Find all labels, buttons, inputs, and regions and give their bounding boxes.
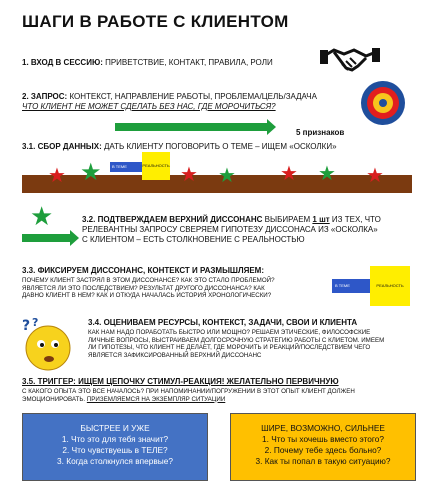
mini-reality-label: РЕАЛЬНОСТЬ <box>142 152 170 180</box>
target-icon <box>360 80 406 126</box>
five-signs-label: 5 признаков <box>296 128 345 137</box>
step-3-2-text1: ВЫБИРАЕМ <box>262 215 313 224</box>
svg-text:?: ? <box>22 318 31 334</box>
green-star-icon: ★ <box>218 165 236 187</box>
step-3-4-line: ЛИ ГИПОТЕЗЫ, ЧТО КЛИЕНТ НЕ ДЕЛАЕТ, ГДЕ МОРОЧИТЬ И РЕАКЦИЙ/ПОСЛЕДСТВИЕМ ЧЕГО <box>88 344 371 352</box>
wide-box-title: ШИРЕ, ВОЗМОЖНО, СИЛЬНЕЕ <box>261 423 385 433</box>
thinking-emoji-icon <box>18 316 74 372</box>
page-title: ШАГИ В РАБОТЕ С КЛИЕНТОМ <box>22 12 289 31</box>
step-3-3 <box>22 266 322 300</box>
step-3-1-head: 3.1. СБОР ДАННЫХ: <box>22 142 102 151</box>
red-star-icon: ★ <box>180 164 198 186</box>
fast-box-item: 3. Когда столкнулся впервые? <box>57 456 173 466</box>
step-3-5-line2a: ЭМОЦИОНИРОВАТЬ. <box>22 395 87 403</box>
wide-questions-box <box>230 413 416 481</box>
step-3-2 <box>82 215 422 245</box>
step-3-2-one: 1 шт <box>312 215 330 224</box>
step-3-1-text: ДАТЬ КЛИЕНТУ ПОГОВОРИТЬ О ТЕМЕ – ИЩЕМ «ОСКОЛКИ» <box>101 142 337 151</box>
step-1 <box>22 58 322 68</box>
green-star-icon: ★ <box>80 159 102 186</box>
dissonance-mini-diagram <box>110 152 170 182</box>
mini-reality-label: РЕАЛЬНОСТЬ <box>370 266 410 306</box>
step-2-text: КОНТЕКСТ, НАПРАВЛЕНИЕ РАБОТЫ, ПРОБЛЕМА/ЦЕЛЬ/ЗАДАЧА <box>67 92 317 101</box>
step-3-3-line: ЯВЛЯЕТСЯ ЛИ ЭТО ПОСЛЕДСТВИЕМ? РЕЗУЛЬТАТ ДРУГОГО ДИССОНАНСА? КАК <box>22 284 265 292</box>
red-star-icon: ★ <box>48 165 66 187</box>
step-3-3-line: ДАВНО КЛИЕНТ В НЕМ? КАК И ОТКУДА НАЧАЛАСЬ ИСТОРИЯ ХРОНОЛОГИЧЕСКИ? <box>22 292 272 300</box>
step-3-5-line1: С КАКОГО ОПЫТА ЭТО ВСЕ НАЧАЛОСЬ? ПРИ НАПОМИНАНИИ/ПОГРУЖЕНИИ В ЭТОТ ОПЫТ КЛИЕНТ ДОЛЖЕН <box>22 388 355 395</box>
green-star-icon: ★ <box>318 163 336 185</box>
wide-box-item: 3. Как ты попал в такую ситуацию? <box>255 456 391 466</box>
wide-box-item: 2. Почему тебе здесь больно? <box>264 445 382 455</box>
step-3-5-line2b: ПРИЗЕМЛЯЕМСЯ НА ЭКЗЕМПЛЯР СИТУАЦИИ <box>86 395 226 403</box>
step-3-3-line: ПОЧЕМУ КЛИЕНТ ЗАСТРЯЛ В ЭТОМ ДИССОНАНСЕ? КАК ЭТО СТАЛО ПРОБЛЕМОЙ? <box>22 277 275 284</box>
step-3-4-head: 3.4. ОЦЕНИВАЕМ РЕСУРСЫ, КОНТЕКСТ, ЗАДАЧИ, СВОИ И КЛИЕНТА <box>88 318 358 327</box>
arrow-1 <box>115 123 267 131</box>
step-3-2-head: 3.2. ПОДТВЕРЖДАЕМ ВЕРХНИЙ ДИССОНАНС <box>82 215 263 224</box>
fast-box-title: БЫСТРЕЕ И УЖЕ <box>80 423 150 433</box>
step-3-1 <box>22 142 402 152</box>
svg-text:?: ? <box>32 316 39 329</box>
step-2-head: 2. ЗАПРОС: <box>22 92 68 101</box>
mini-topic-label: В ТЕМЕ <box>110 162 148 172</box>
step-2 <box>22 92 342 112</box>
handshake-icon <box>320 40 380 80</box>
dissonance-mini-diagram <box>332 266 412 308</box>
step-3-4-line: ЛИЧНЫЕ ВОПРОСЫ, ВЫСТРАИВАЕМ ДОЛГОСРОЧНУЮ СТРАТЕГИЮ РАБОТЫ С КЛИЕТОМ. ИМЕЕМ <box>88 336 385 344</box>
step-1-text: ПРИВЕТСТВИЕ, КОНТАКТ, ПРАВИЛА, РОЛИ <box>102 58 273 67</box>
step-3-2-line3: С КЛИЕНТОМ – ЕСТЬ СТОЛКНОВЕНИЕ С РЕАЛЬНОСТЬЮ <box>82 235 305 244</box>
arrow-2 <box>22 234 70 242</box>
red-star-icon: ★ <box>366 165 384 187</box>
fast-box-item: 1. Что это для тебя значит? <box>61 434 169 444</box>
step-3-4-line: КАК НАМ НАДО ПОРАБОТАТЬ БЫСТРО ИЛИ МОЩНО? РЕШАЕМ ЭТИЧЕСКИЕ, ФИЛОСОФСКИЕ <box>88 329 371 336</box>
step-3-5-head: 3.5. ТРИГГЕР: ИЩЕМ ЦЕПОЧКУ СТИМУЛ-РЕАКЦИЯ! ЖЕЛАТЕЛЬНО ПЕРВИЧНУЮ <box>22 377 339 386</box>
fast-box-item: 2. Что чувствуешь в ТЕЛЕ? <box>62 445 168 455</box>
mini-topic-label: В ТЕМЕ <box>332 279 379 293</box>
fast-questions-box <box>22 413 208 481</box>
step-3-4-line: ЯВЛЯЕТСЯ ЗАФИКСИРОВАННЫЙ ВЕРХНИЙ ДИССОНАНС <box>88 351 262 359</box>
step-3-3-head: 3.3. ФИКСИРУЕМ ДИССОНАНС, КОНТЕКСТ И РАЗМЫШЛЯЕМ: <box>22 266 264 275</box>
step-2-note: ЧТО КЛИЕНТ НЕ МОЖЕТ СДЕЛАТЬ БЕЗ НАС, ГДЕ МОРОЧИТЬСЯ? <box>22 102 276 111</box>
red-star-icon: ★ <box>280 163 298 185</box>
wide-box-item: 1. Что ты хочешь вместо этого? <box>261 434 384 444</box>
step-3-2-text2: ИЗ ТЕХ, ЧТО <box>329 215 381 224</box>
step-3-4 <box>88 318 428 359</box>
step-3-5 <box>22 377 422 403</box>
step-3-2-line2: РЕЛЕВАНТНЫ ЗАПРОСУ СВЕРЯЕМ ГИПОТЕЗУ ДИССОНАСА ИЗ «ОСКОЛКА» <box>82 225 378 234</box>
green-star-icon: ★ <box>30 201 54 231</box>
step-1-head: 1. ВХОД В СЕССИЮ: <box>22 58 103 67</box>
